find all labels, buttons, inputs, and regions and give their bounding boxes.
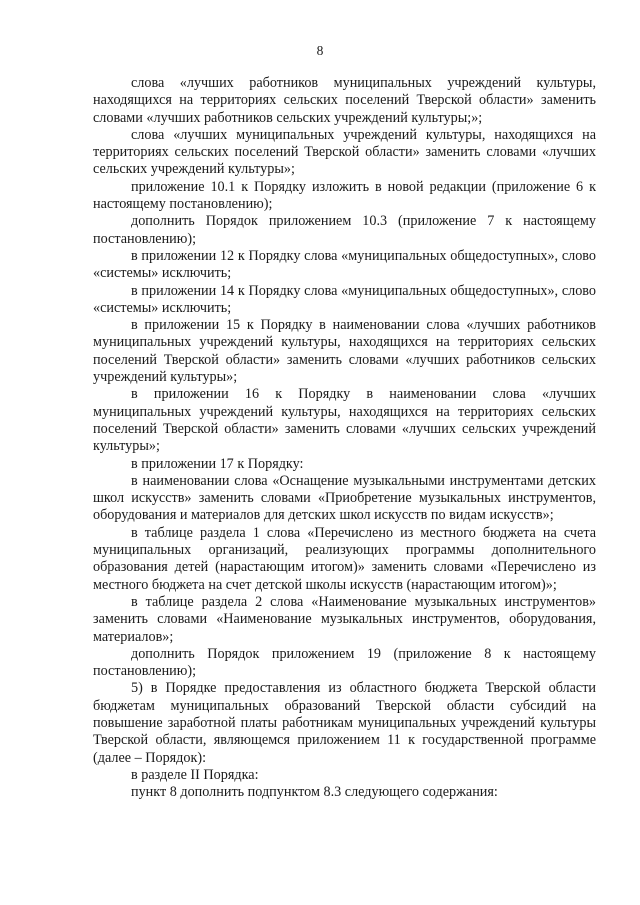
paragraph: в приложении 17 к Порядку: [131,455,304,472]
paragraph: пункт 8 дополнить подпунктом 8.3 следующего содержания: [131,784,498,801]
paragraph: в таблице раздела 2 слова «Наименование музыкальных инструментов» заменить словами «Наименование музыкальных инструментов, оборудования, материалов»; [93,593,596,645]
paragraph: в приложении 14 к Порядку слова «муниципальных общедоступных», слово «системы» исключить; [93,282,596,316]
paragraph: приложение 10.1 к Порядку изложить в новой редакции (приложение 6 к настоящему постановлению); [93,178,596,213]
paragraph: дополнить Порядок приложением 19 (приложение 8 к настоящему постановлению); [93,645,596,680]
paragraph: в наименовании слова «Оснащение музыкальными инструментами детских школ искусств» заменить словами «Приобретение музыкальных инструментов, оборудования и материалов для детских школ искусств по видам искусств»; [93,472,596,524]
paragraph: в приложении 12 к Порядку слова «муниципальных общедоступных», слово «системы» исключить; [93,247,596,282]
paragraph: дополнить Порядок приложением 10.3 (приложение 7 к настоящему постановлению); [93,213,596,247]
paragraph: в приложении 15 к Порядку в наименовании слова «лучших работников муниципальных учреждений культуры, находящихся на территориях сельских поселений Тверской области» заменить словами «лучших работников сельских учреждений культуры»; [93,317,596,386]
paragraph: слова «лучших муниципальных учреждений культуры, находящихся на территориях сельских поселений Тверской области» заменить словами «лучших сельских учреждений культуры»; [93,126,596,178]
paragraph: в таблице раздела 1 слова «Перечислено из местного бюджета на счета муниципальных организаций, реализующих программы дополнительного образования детей (нарастающим итогом)» заменить словами «Перечислено из местного бюджета на счет детской школы искусств (нарастающим итогом)»; [93,524,596,593]
paragraph: 5) в Порядке предоставления из областного бюджета Тверской области бюджетам муниципальных образований Тверской области субсидий на повышение заработной платы работникам муниципальных учреждений культуры Тверской области, являющемся приложением 11 к государственной программе (далее – Порядок): [93,680,596,766]
page-number: 8 [316,43,324,58]
paragraph: слова «лучших работников муниципальных учреждений культуры, находящихся на территориях сельских поселений Тверской области» заменить словами «лучших работников сельских учреждений культуры;»; [93,75,596,126]
paragraph: в разделе II Порядка: [131,766,259,783]
paragraph: в приложении 16 к Порядку в наименовании слова «лучших муниципальных учреждений культуры, находящихся на территориях сельских поселений Тверской области» заменить словами «лучших сельских учреждений культуры»; [93,386,596,455]
document-body [93,75,596,801]
